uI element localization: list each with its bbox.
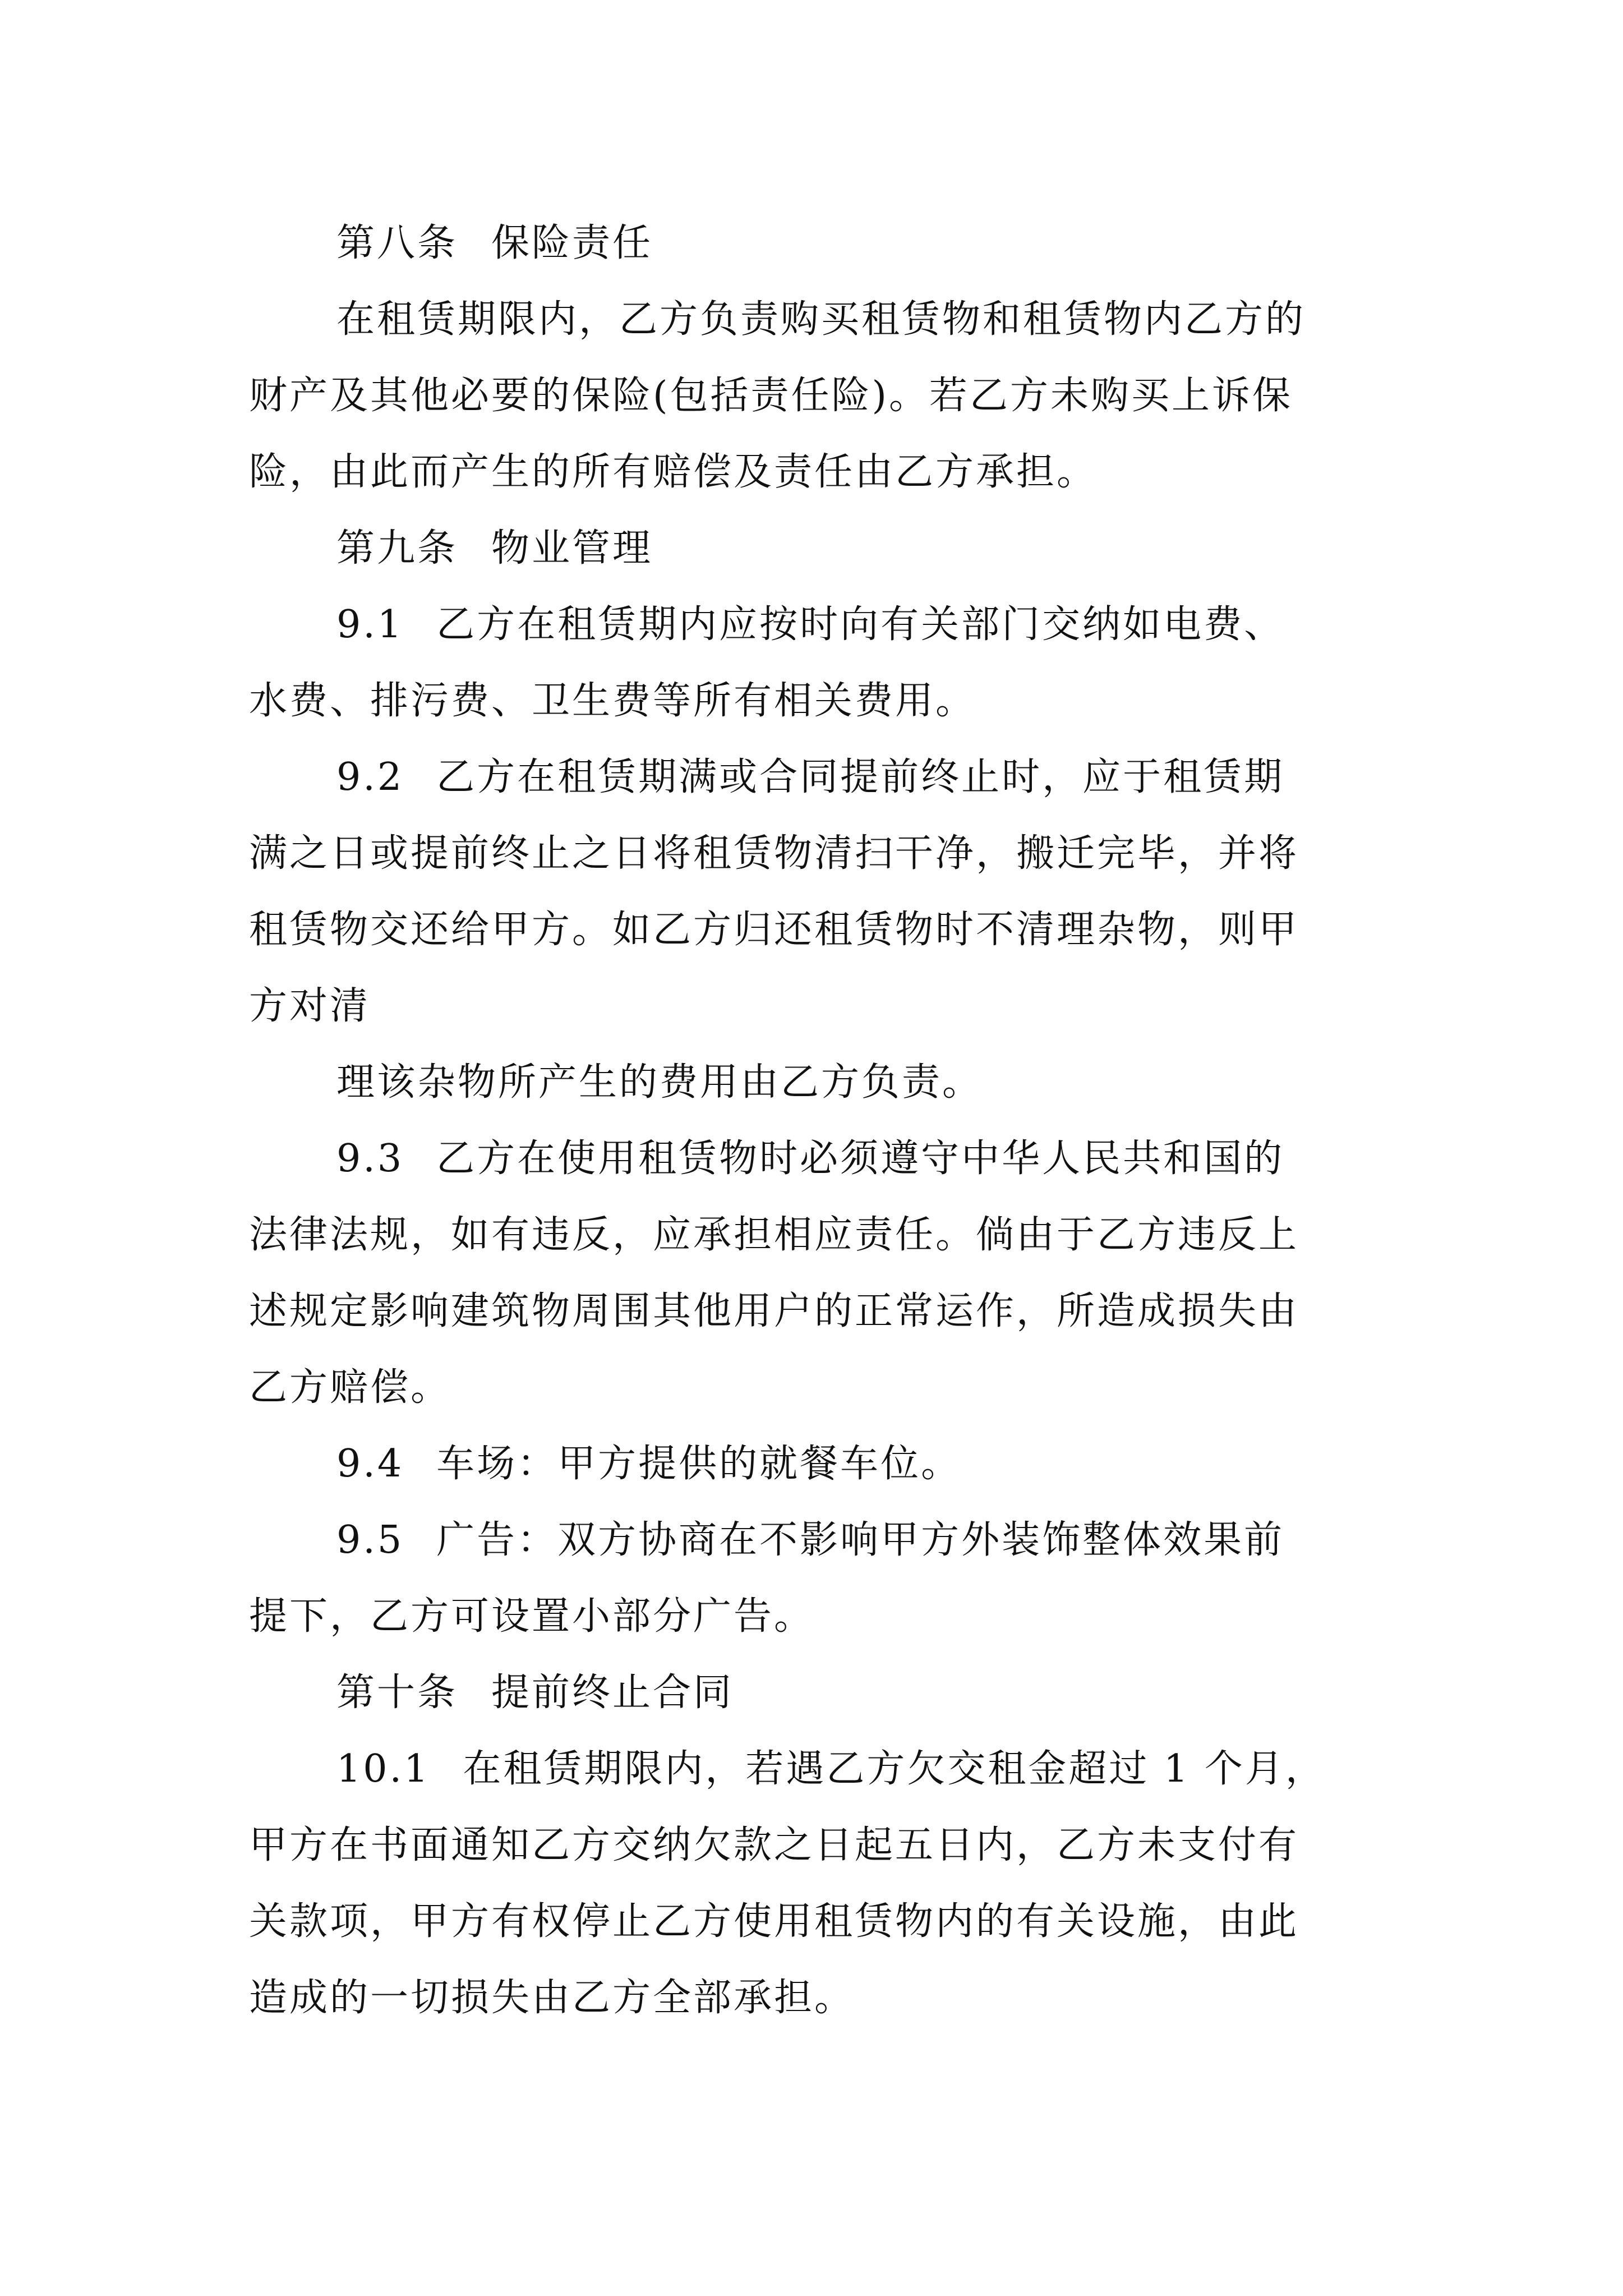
clause-9-4-line-1 bbox=[336, 1442, 962, 1486]
clause-9-2-line-1 bbox=[336, 755, 1285, 799]
clause-number: 9.2 bbox=[336, 755, 404, 799]
clause-9-1-line-2: 水费、排污费、卫生费等所有相关费用。 bbox=[249, 679, 976, 723]
clause-text: 车场：甲方提供的就餐车位。 bbox=[436, 1442, 962, 1486]
clause-9-2-line-4: 方对清 bbox=[249, 984, 371, 1028]
clause-9-3-line-4: 乙方赔偿。 bbox=[249, 1365, 451, 1410]
clause-text: 在租赁期限内，若遇乙方欠交租金超过 1 个月， bbox=[463, 1747, 1326, 1791]
clause-10-1-line-4: 造成的一切损失由乙方全部承担。 bbox=[249, 1976, 855, 2020]
clause-9-3-line-1 bbox=[336, 1137, 1285, 1181]
clause-9-3-line-3: 述规定影响建筑物周围其他用户的正常运作，所造成损失由 bbox=[249, 1289, 1299, 1333]
clause-10-1-line-1 bbox=[336, 1747, 1326, 1791]
clause-9-3-line-2: 法律法规，如有违反，应承担相应责任。倘由于乙方违反上 bbox=[249, 1213, 1299, 1257]
clause-9-5-line-2: 提下，乙方可设置小部分广告。 bbox=[249, 1594, 815, 1639]
clause-9-2-line-3: 租赁物交还给甲方。如乙方归还租赁物时不清理杂物，则甲 bbox=[249, 908, 1299, 952]
article-9-heading bbox=[336, 526, 653, 570]
clause-number: 9.1 bbox=[336, 602, 404, 647]
clause-text: 广告：双方协商在不影响甲方外装饰整体效果前 bbox=[436, 1518, 1285, 1562]
clause-text: 乙方在租赁期满或合同提前终止时，应于租赁期 bbox=[436, 755, 1285, 799]
article-8-line-2: 财产及其他必要的保险(包括责任险)。若乙方未购买上诉保 bbox=[249, 374, 1293, 418]
article-10-heading bbox=[336, 1671, 734, 1715]
clause-text: 乙方在租赁期内应按时向有关部门交纳如电费、 bbox=[436, 602, 1285, 647]
article-8-heading bbox=[336, 221, 653, 265]
article-8-label: 第八条 bbox=[336, 221, 458, 265]
article-8-line-1: 在租赁期限内，乙方负责购买租赁物和租赁物内乙方的 bbox=[336, 297, 1306, 342]
clause-number: 10.1 bbox=[336, 1747, 431, 1791]
article-8-title: 保险责任 bbox=[491, 221, 653, 265]
clause-10-1-line-2: 甲方在书面通知乙方交纳欠款之日起五日内，乙方未支付有 bbox=[249, 1823, 1299, 1867]
article-9-title: 物业管理 bbox=[491, 526, 653, 570]
article-9-label: 第九条 bbox=[336, 526, 458, 570]
clause-text: 乙方在使用租赁物时必须遵守中华人民共和国的 bbox=[436, 1137, 1285, 1181]
clause-number: 9.4 bbox=[336, 1442, 404, 1486]
clause-9-2-continuation: 理该杂物所产生的费用由乙方负责。 bbox=[336, 1060, 983, 1105]
clause-number: 9.3 bbox=[336, 1137, 404, 1181]
article-10-label: 第十条 bbox=[336, 1671, 458, 1715]
article-8-line-3: 险，由此而产生的所有赔偿及责任由乙方承担。 bbox=[249, 450, 1098, 494]
clause-9-1-line-1 bbox=[336, 602, 1285, 647]
article-10-title: 提前终止合同 bbox=[491, 1671, 734, 1715]
clause-number: 9.5 bbox=[336, 1518, 404, 1562]
clause-9-5-line-1 bbox=[336, 1518, 1285, 1562]
clause-10-1-line-3: 关款项，甲方有权停止乙方使用租赁物内的有关设施，由此 bbox=[249, 1899, 1299, 1944]
clause-9-2-line-2: 满之日或提前终止之日将租赁物清扫干净，搬迁完毕，并将 bbox=[249, 831, 1299, 876]
